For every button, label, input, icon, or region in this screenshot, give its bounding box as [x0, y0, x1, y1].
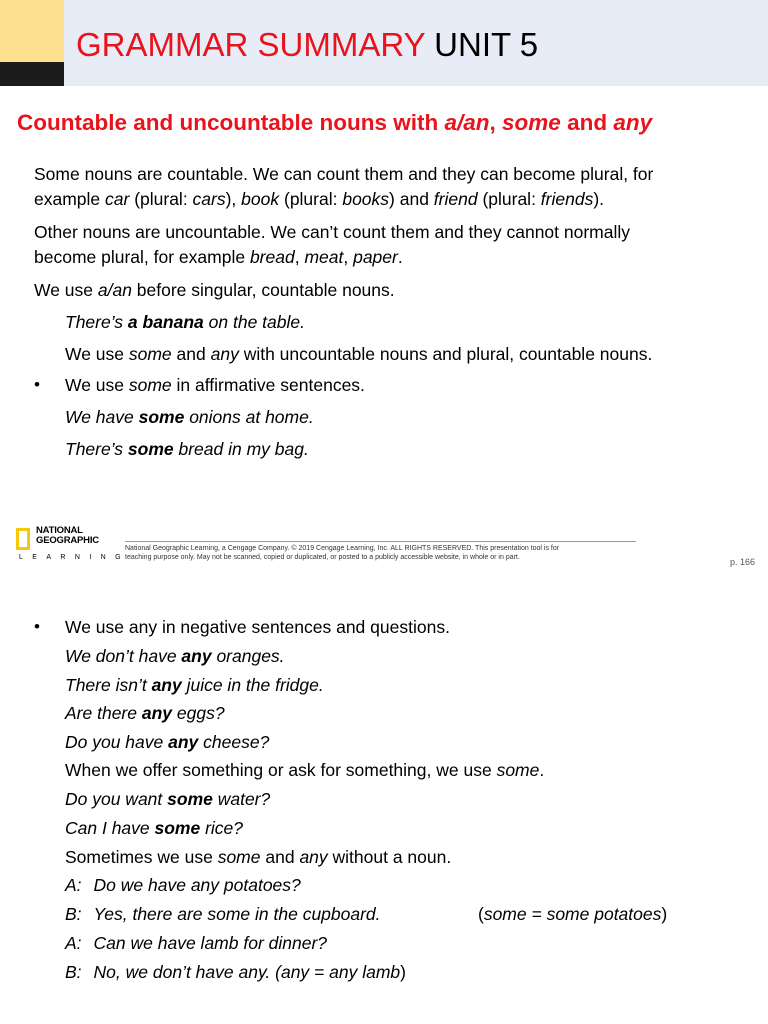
example-sentence: [65, 701, 225, 726]
speaker-label: A:: [65, 933, 82, 953]
text: Can I have: [65, 818, 155, 838]
text: without a noun.: [327, 847, 452, 867]
dialogue-note: [478, 902, 667, 927]
example-word: bread: [249, 247, 295, 267]
text: = some potatoes: [526, 904, 662, 924]
example-sentence: [65, 816, 243, 841]
text: ) and: [389, 189, 434, 209]
text: rice?: [200, 818, 244, 838]
term: any: [210, 344, 239, 364]
highlight: any: [141, 703, 173, 723]
speaker-label: B:: [65, 904, 82, 924]
highlight: any: [151, 675, 182, 695]
page-number: p. 166: [729, 557, 755, 567]
text: There’s: [65, 439, 128, 459]
paragraph-countable-2: [34, 187, 604, 212]
section-heading: [17, 110, 652, 136]
dialogue-line: [65, 902, 381, 927]
text: and: [260, 847, 300, 867]
speaker-label: B:: [65, 962, 82, 982]
term: some: [128, 344, 172, 364]
paragraph-uncountable-2: [34, 245, 403, 270]
bullet-negative-questions: [65, 615, 450, 640]
term: some: [483, 904, 527, 924]
term: a/an: [97, 280, 132, 300]
text: .: [539, 760, 545, 780]
text: When we offer something or ask for something, we use: [65, 760, 497, 780]
paragraph-no-noun-rule: [65, 845, 451, 870]
text: ),: [225, 189, 242, 209]
term: some: [128, 375, 172, 395]
text: oranges.: [211, 646, 285, 666]
paragraph-some-any-rule: [65, 342, 652, 367]
paragraph-uncountable-1: [34, 220, 630, 245]
highlight: some: [154, 818, 201, 838]
speaker-label: A:: [65, 875, 82, 895]
heading-term-any: any: [613, 110, 653, 135]
footer-divider: [125, 541, 636, 542]
text: (: [478, 904, 484, 924]
yellow-border-icon: [16, 528, 30, 550]
logo-line: NATIONAL: [36, 525, 83, 536]
text: cheese?: [198, 732, 270, 752]
example-word: friend: [433, 189, 478, 209]
text: example: [34, 189, 106, 209]
example-sentence: [65, 644, 285, 669]
example-sentence: [65, 673, 324, 698]
example-sentence: [65, 730, 269, 755]
page-title: [76, 22, 538, 68]
heading-term-a-an: a/an: [444, 110, 490, 135]
text: Can we have lamb for dinner?: [93, 933, 328, 953]
text: We use: [65, 344, 129, 364]
text: and: [171, 344, 211, 364]
text: (plural:: [477, 189, 541, 209]
text: Are there: [65, 703, 142, 723]
text: eggs?: [172, 703, 225, 723]
text: There isn’t: [65, 675, 152, 695]
paragraph-countable-1: [34, 162, 653, 187]
copyright-line: National Geographic Learning, a Cengage Company. © 2019 Cengage Learning, Inc. ALL RIGHTS RESERVED. This presentation tool is for: [125, 545, 560, 552]
example-sentence: [65, 310, 305, 335]
highlight: some: [127, 439, 174, 459]
title-grammar-summary: GRAMMAR SUMMARY: [76, 26, 425, 63]
text: (plural:: [279, 189, 343, 209]
copyright-notice: [125, 544, 559, 562]
example-word: car: [105, 189, 130, 209]
example-word: books: [342, 189, 390, 209]
bullet-affirmative: [65, 373, 365, 398]
example-word: friends: [540, 189, 594, 209]
example-word: paper: [353, 247, 398, 267]
highlight: any: [168, 732, 199, 752]
text: Do you want: [65, 789, 168, 809]
copyright-line: teaching purpose only. May not be scanned, copied or duplicated, or posted to a publicly accessible website, in whole or in part.: [125, 554, 520, 561]
logo-wordmark: [36, 526, 99, 546]
text: water?: [212, 789, 271, 809]
logo-line: GEOGRAPHIC: [36, 535, 99, 546]
text: There’s: [65, 312, 128, 332]
highlight: some: [138, 407, 185, 427]
text: Other nouns are uncountable. We can’t count them and they cannot normally: [34, 222, 631, 242]
highlight: a banana: [127, 312, 204, 332]
text: No, we don’t have any. (: [93, 962, 281, 982]
example-sentence: [65, 787, 270, 812]
term: some: [496, 760, 540, 780]
text: (plural:: [129, 189, 193, 209]
dialogue-line: [65, 873, 301, 898]
text: ,: [343, 247, 354, 267]
paragraph-a-an-rule: [34, 278, 395, 303]
heading-text: and: [560, 110, 614, 135]
text: before singular, countable nouns.: [131, 280, 395, 300]
text: We have: [65, 407, 139, 427]
text: Sometimes we use: [65, 847, 218, 867]
example-sentence: [65, 405, 314, 430]
example-word: meat: [304, 247, 344, 267]
text: Do we have any potatoes?: [93, 875, 301, 895]
term: any: [299, 847, 328, 867]
highlight: any: [181, 646, 212, 666]
highlight: some: [167, 789, 213, 809]
term: some: [217, 847, 261, 867]
title-unit: UNIT 5: [434, 26, 539, 63]
text: ,: [294, 247, 305, 267]
text: ): [400, 962, 406, 982]
dialogue-line: [65, 960, 406, 985]
heading-text: ,: [489, 110, 503, 135]
corner-accent-black: [0, 62, 64, 86]
text: Yes, there are some in the cupboard.: [93, 904, 381, 924]
example-word: book: [241, 189, 280, 209]
text: with uncountable nouns and plural, countable nouns.: [238, 344, 653, 364]
text: We use any in negative sentences and questions.: [65, 617, 450, 637]
heading-term-some: some: [502, 110, 561, 135]
corner-accent-yellow: [0, 0, 64, 62]
example-sentence: [65, 437, 309, 462]
text: in affirmative sentences.: [171, 375, 365, 395]
text: ): [661, 904, 668, 924]
text: We use: [34, 280, 98, 300]
text: ).: [593, 189, 605, 209]
heading-text: Countable and uncountable nouns with: [17, 110, 445, 135]
text: on the table.: [203, 312, 305, 332]
text: We don’t have: [65, 646, 182, 666]
bullet-point: •: [34, 375, 40, 394]
text: onions at home.: [184, 407, 314, 427]
paragraph-offer-rule: [65, 758, 544, 783]
text: become plural, for example: [34, 247, 250, 267]
text: = any lamb: [309, 962, 401, 982]
text: juice in the fridge.: [181, 675, 324, 695]
term: any: [280, 962, 310, 982]
bullet-point: •: [34, 617, 40, 636]
text: Some nouns are countable. We can count them and they can become plural, for: [34, 164, 654, 184]
text: We use: [65, 375, 129, 395]
dialogue-line: [65, 931, 327, 956]
logo-learning: LEARNING: [19, 554, 130, 561]
text: bread in my bag.: [173, 439, 309, 459]
text: Do you have: [65, 732, 169, 752]
example-word: cars: [192, 189, 226, 209]
text: .: [397, 247, 403, 267]
